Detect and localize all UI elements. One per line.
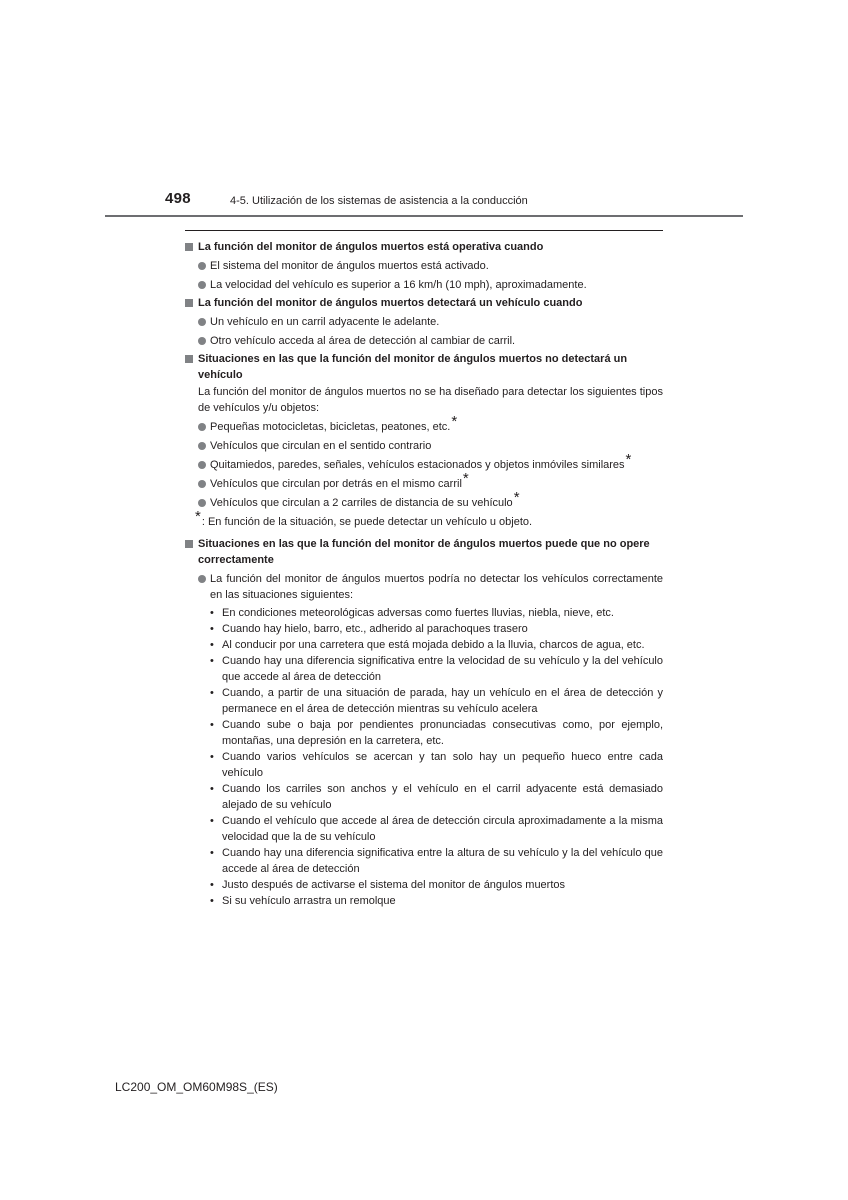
footnote-asterisk: *: [625, 451, 632, 468]
sub-bullet-item: [185, 621, 663, 637]
bullet-item: [185, 258, 663, 274]
bullet-text: Vehículos que circulan en el sentido contrario: [210, 440, 432, 452]
sub-bullet-item: [185, 605, 663, 621]
footnote-asterisk: *: [462, 470, 469, 487]
document-code: LC200_OM_OM60M98S_(ES): [115, 1080, 278, 1094]
bullet-text: Otro vehículo acceda al área de detección al cambiar de carril.: [210, 335, 516, 347]
sub-bullet-icon: •: [210, 815, 214, 827]
sub-bullet-icon: •: [210, 895, 214, 907]
section-title: 4-5. Utilización de los sistemas de asistencia a la conducción: [230, 195, 528, 207]
sub-bullet-icon: •: [210, 687, 214, 699]
circle-bullet-icon: [198, 575, 206, 583]
sub-bullet-text: Cuando, a partir de una situación de parada, hay un vehículo en el área de detección y permanece en el área de detección mientras su vehículo acelera: [222, 687, 663, 715]
sub-bullet-icon: •: [210, 879, 214, 891]
bullet-text: Vehículos que circulan por detrás en el mismo carril: [210, 478, 462, 490]
bullet-item: [185, 333, 663, 349]
section-heading-text: Situaciones en las que la función del monitor de ángulos muertos puede que no opere correctamente: [198, 538, 650, 566]
sub-bullet-item: [185, 653, 663, 685]
bullet-text: Vehículos que circulan a 2 carriles de distancia de su vehículo: [210, 497, 513, 509]
section-heading-text: La función del monitor de ángulos muertos está operativa cuando: [198, 241, 544, 253]
section-heading-operativa: [185, 239, 663, 255]
sub-bullet-item: [185, 685, 663, 717]
sub-bullet-text: Cuando los carriles son anchos y el vehículo en el carril adyacente está demasiado alejado de su vehículo: [222, 783, 663, 811]
sub-bullet-icon: •: [210, 639, 214, 651]
circle-bullet-icon: [198, 461, 206, 469]
sub-bullet-text: Al conducir por una carretera que está mojada debido a la lluvia, charcos de agua, etc.: [222, 639, 645, 651]
sub-bullet-text: Si su vehículo arrastra un remolque: [222, 895, 396, 907]
footnote-asterisk: *: [451, 413, 458, 430]
square-bullet-icon: [185, 540, 193, 548]
sub-bullet-text: Cuando el vehículo que accede al área de detección circula aproximadamente a la misma velocidad que la de su vehículo: [222, 815, 663, 843]
sub-bullet-item: [185, 781, 663, 813]
circle-bullet-icon: [198, 442, 206, 450]
sub-bullet-item: [185, 877, 663, 893]
circle-bullet-icon: [198, 262, 206, 270]
sub-bullet-text: Justo después de activarse el sistema del monitor de ángulos muertos: [222, 879, 566, 891]
sub-bullet-text: Cuando sube o baja por pendientes pronunciadas consecutivas como, por ejemplo, montañas, una depresión en la carretera, etc.: [222, 719, 663, 747]
sub-bullet-icon: •: [210, 847, 214, 859]
sub-bullet-text: Cuando hay hielo, barro, etc., adherido al parachoques trasero: [222, 623, 528, 635]
sub-bullet-list: [185, 605, 663, 909]
bullet-text: Pequeñas motocicletas, bicicletas, peatones, etc.: [210, 421, 451, 433]
circle-bullet-icon: [198, 318, 206, 326]
sub-bullet-icon: •: [210, 607, 214, 619]
bullet-text: El sistema del monitor de ángulos muertos está activado.: [210, 260, 489, 272]
page-content: [185, 237, 663, 909]
bullet-item: [185, 314, 663, 330]
section-heading-no-detectara: [185, 351, 663, 383]
sub-bullet-text: Cuando varios vehículos se acercan y tan solo hay un pequeño hueco entre cada vehículo: [222, 751, 663, 779]
circle-bullet-icon: [198, 499, 206, 507]
footnote-text: : En función de la situación, se puede detectar un vehículo u objeto.: [201, 516, 533, 528]
sub-bullet-icon: •: [210, 719, 214, 731]
bullet-text: Quitamiedos, paredes, señales, vehículos estacionados y objetos inmóviles similares: [210, 459, 625, 471]
bullet-item: [185, 277, 663, 293]
square-bullet-icon: [185, 243, 193, 251]
page-header: [0, 0, 848, 220]
bullet-item: [185, 571, 663, 603]
bullet-text: La velocidad del vehículo es superior a 16 km/h (10 mph), aproximadamente.: [210, 279, 587, 291]
sub-bullet-text: Cuando hay una diferencia significativa entre la velocidad de su vehículo y la del vehículo que accede al área de detección: [222, 655, 663, 683]
section-heading-detectara: [185, 295, 663, 311]
sub-bullet-icon: •: [210, 655, 214, 667]
bullet-item: [185, 451, 663, 473]
sub-bullet-item: [185, 637, 663, 653]
square-bullet-icon: [185, 355, 193, 363]
section-heading-text: Situaciones en las que la función del monitor de ángulos muertos no detectará un vehículo: [198, 353, 628, 381]
header-divider: [105, 215, 743, 217]
bullet-text: La función del monitor de ángulos muertos podría no detectar los vehículos correctamente en las situaciones siguientes:: [210, 573, 663, 601]
footnote-asterisk: *: [513, 489, 520, 506]
footnote-asterisk: *: [195, 508, 201, 525]
sub-bullet-text: Cuando hay una diferencia significativa entre la altura de su vehículo y la del vehículo que accede al área de detección: [222, 847, 663, 875]
sub-bullet-item: [185, 813, 663, 845]
circle-bullet-icon: [198, 337, 206, 345]
bullet-item: [185, 489, 663, 511]
bullet-item: [185, 413, 663, 435]
sub-bullet-icon: •: [210, 623, 214, 635]
sub-bullet-text: En condiciones meteorológicas adversas como fuertes lluvias, niebla, nieve, etc.: [222, 607, 614, 619]
section-heading-text: La función del monitor de ángulos muertos detectará un vehículo cuando: [198, 297, 583, 309]
circle-bullet-icon: [198, 281, 206, 289]
section-intro: La función del monitor de ángulos muertos no se ha diseñado para detectar los siguientes tipos de vehículos y/u objetos:: [198, 386, 663, 414]
sub-bullet-icon: •: [210, 751, 214, 763]
section-heading-no-opere: [185, 536, 663, 568]
bullet-text: Un vehículo en un carril adyacente le adelante.: [210, 316, 440, 328]
sub-bullet-item: [185, 893, 663, 909]
circle-bullet-icon: [198, 480, 206, 488]
bullet-item: [185, 470, 663, 492]
page-number: 498: [165, 190, 191, 207]
bullet-item: [185, 438, 663, 454]
sub-bullet-icon: •: [210, 783, 214, 795]
sub-bullet-item: [185, 749, 663, 781]
content-divider: [185, 230, 663, 231]
sub-bullet-item: [185, 717, 663, 749]
square-bullet-icon: [185, 299, 193, 307]
footnote: [185, 508, 663, 530]
sub-bullet-item: [185, 845, 663, 877]
circle-bullet-icon: [198, 423, 206, 431]
